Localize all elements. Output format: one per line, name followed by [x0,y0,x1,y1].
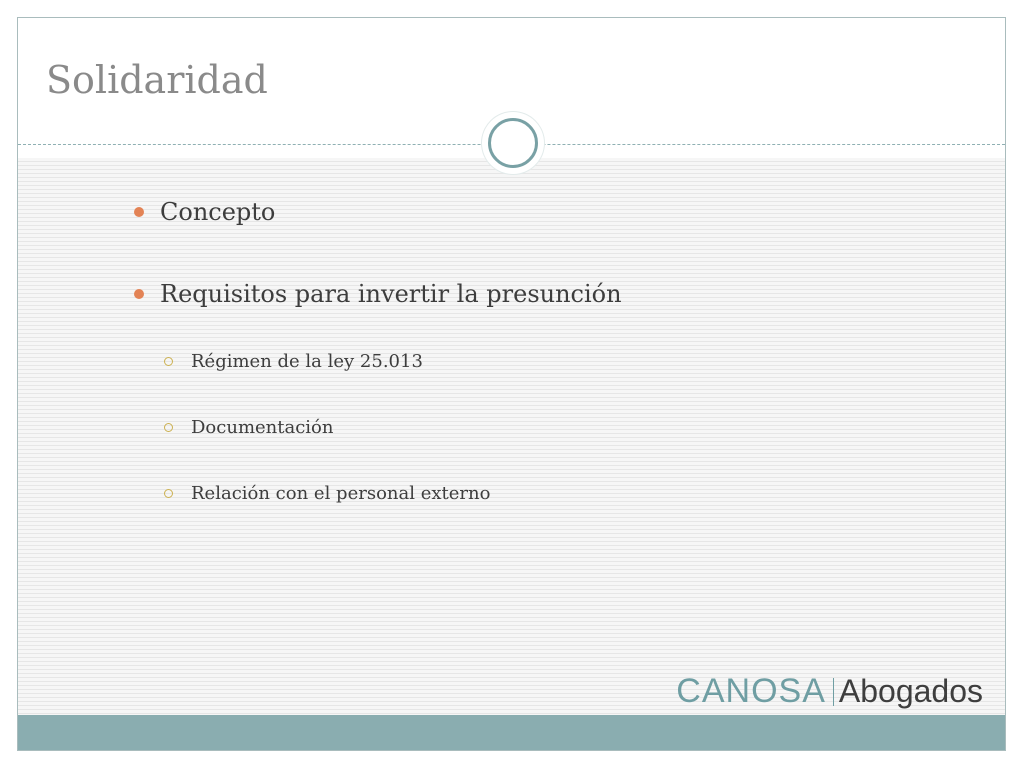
brand-name: CANOSA [676,672,826,710]
bullet-text: Concepto [160,198,276,226]
sub-bullet-text: Documentación [191,417,334,438]
bullet-text: Requisitos para invertir la presunción [160,280,622,308]
bullet-item-concepto [134,198,275,226]
sub-bullet-item-documentacion [164,417,334,438]
footer-band [18,715,1005,750]
brand-separator [833,678,834,706]
sub-bullet-text: Relación con el personal externo [191,483,491,504]
sub-bullet-circle-icon [164,357,173,366]
circle-ornament-icon [482,112,544,174]
slide [17,17,1006,751]
sub-bullet-text: Régimen de la ley 25.013 [191,351,423,372]
sub-bullet-circle-icon [164,423,173,432]
brand-logo [676,673,983,709]
slide-title: Solidaridad [46,58,268,102]
bullet-dot-icon [134,207,144,217]
brand-subtitle: Abogados [838,673,983,709]
bullet-dot-icon [134,289,144,299]
sub-bullet-item-relacion [164,483,490,504]
bullet-item-requisitos [134,280,622,308]
sub-bullet-circle-icon [164,489,173,498]
sub-bullet-item-regimen [164,351,423,372]
